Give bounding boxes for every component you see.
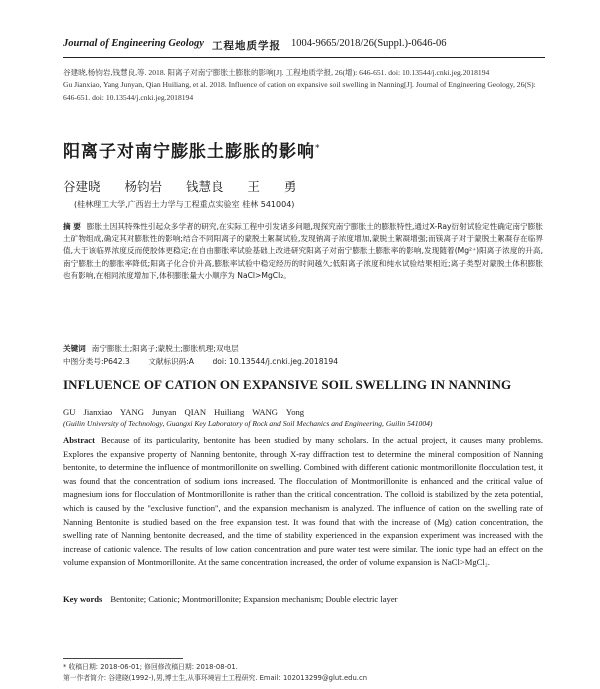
abstract-cn-label: 摘 要 [63,222,81,231]
title-cn [63,137,321,162]
title-footnote-mark: * [315,143,321,154]
abstract-en [63,434,543,570]
journal-name-cn: 工程地质学报 [212,41,281,52]
clc-number: 中图分类号:P642.3 [63,357,130,366]
doi: doi: 10.13544/j.cnki.jeg.2018194 [212,357,339,366]
title-cn-text: 阳离子对南宁膨胀土膨胀的影响 [63,142,315,162]
keywords-cn-label: 关键词 [63,344,86,353]
footnote-rule [63,658,183,659]
keywords-cn-text: 南宁膨胀土;阳离子;蒙脱土;膨胀机理;双电层 [91,344,239,353]
issn-info: 1004-9665/2018/26(Suppl.)-0646-06 [291,38,447,49]
authors-en: GU Jianxiao YANG Junyan QIAN Huiliang WANG Yong [63,407,305,417]
footnotes [63,662,543,683]
footnote-author-info: 第一作者简介: 谷建晓(1992-),男,博士生,从事环境岩土工程研究. Email: 102013299@glut.edu.cn [63,673,368,682]
citation-cn: 谷建晓,杨钧岩,钱慧良,等. 2018. 阳离子对南宁膨胀土膨胀的影响[J]. 工程地质学报, 26(增): 646-651. doi: 10.13544/j.cnki.jeg.2018194 [63,68,490,77]
keywords-cn [63,343,239,354]
citation-block [63,67,543,104]
abstract-cn [63,221,543,282]
keywords-en [63,594,543,604]
affiliation-en: (Guilin University of Technology, Guangxi Key Laboratory of Rock and Soil Mechanics and Engineering, Guilin 541004) [63,419,433,428]
affiliation-cn: (桂林理工大学,广西岩土力学与工程重点实验室 桂林 541004) [74,200,295,209]
abstract-en-label: Abstract [63,435,95,445]
journal-header [63,38,543,52]
abstract-en-text: Because of its particularity, bentonite has been studied by many scholars. In the actual project, it causes many problems. Explores the expansive property of Nanning bentonite, through X-ray diffraction test to determine the mineral composition of Nanning bentonite, to determine the influence of montmorillonite on swelling. Combined with different cationic montmorillonite flocculation test, it was found that the concentration of sodium ions increased. The flocculation of Montmorillonite is enhanced and the critical value of magnesium ions for flocculation of Montmorillonite is rather than the critical concentration. The colloid is stabilized by the zeta potential, which is caused by the "exclusive function", and the expansion mechanism is analyzed. The influence of cation on the swelling rate of Nanning Bentonite is studied based on the free expansion test. It was found that with the increase of (Mg) cation concentration, the swelling rate of Nanning bentonite decreased, and the time of stability experienced in the expansion experiment was increased with the increase of cationic valence. The results of low cation concentration and pure water test were similar. The ionic type had an effect on the volume expansion of Montmorillonite. At the same concentration increased, the order of volume expansion is NaCl>MgCl₂. [63,435,543,568]
classification-cn [63,356,354,367]
abstract-cn-text: 膨胀土因其特殊性引起众多学者的研究,在实际工程中引发诸多问题,现探究南宁膨胀土的膨胀特性,通过X-Ray衍射试验定性确定南宁膨胀土矿物组成,确定其对膨胀性的影响;结合不同阳离子的蒙脱土絮凝试验,发现钠离子浓度增加,蒙脱土絮凝增强;而镁离子对于蒙脱土絮凝存在临界值,大于该临界浓度反而使胶体更稳定;在自由膨胀率试验基础上改进研究阳离子对南宁膨胀土膨胀率的影响,发现随着(Mg²⁺)阳离子浓度的升高,南宁膨胀土的膨胀率降低;阳离子化合价升高,膨胀率试验中稳定经历的时间越久;低阳离子浓度和纯水试验结果相近;离子类型对蒙脱土体积膨胀也有影响,在相同浓度增加下,体积膨胀量大小顺序为 NaCl>MgCl₂。 [63,222,543,280]
keywords-en-text: Bentonite; Cationic; Montmorillonite; Expansion mechanism; Double electric layer [110,594,398,604]
document-code: 文献标识码:A [148,357,195,366]
footnote-received: * 收稿日期: 2018-06-01; 修回修改稿日期: 2018-08-01. [63,663,238,671]
keywords-en-label: Key words [63,594,103,604]
journal-name-en: Journal of Engineering Geology [63,38,204,49]
title-en: INFLUENCE OF CATION ON EXPANSIVE SOIL SWELLING IN NANNING [63,377,512,392]
citation-en: Gu Jianxiao, Yang Junyan, Qian Huiliang, et al. 2018. Influence of cation on expansive soil swelling in Nanning[J]. Journal of Engineering Geology, 26(S): 646-651. doi: 10.13544/j.cnki.jeg.2018194 [63,80,536,102]
header-rule [63,57,545,58]
authors-cn: 谷建晓 杨钧岩 钱慧良 王 勇 [63,179,297,194]
